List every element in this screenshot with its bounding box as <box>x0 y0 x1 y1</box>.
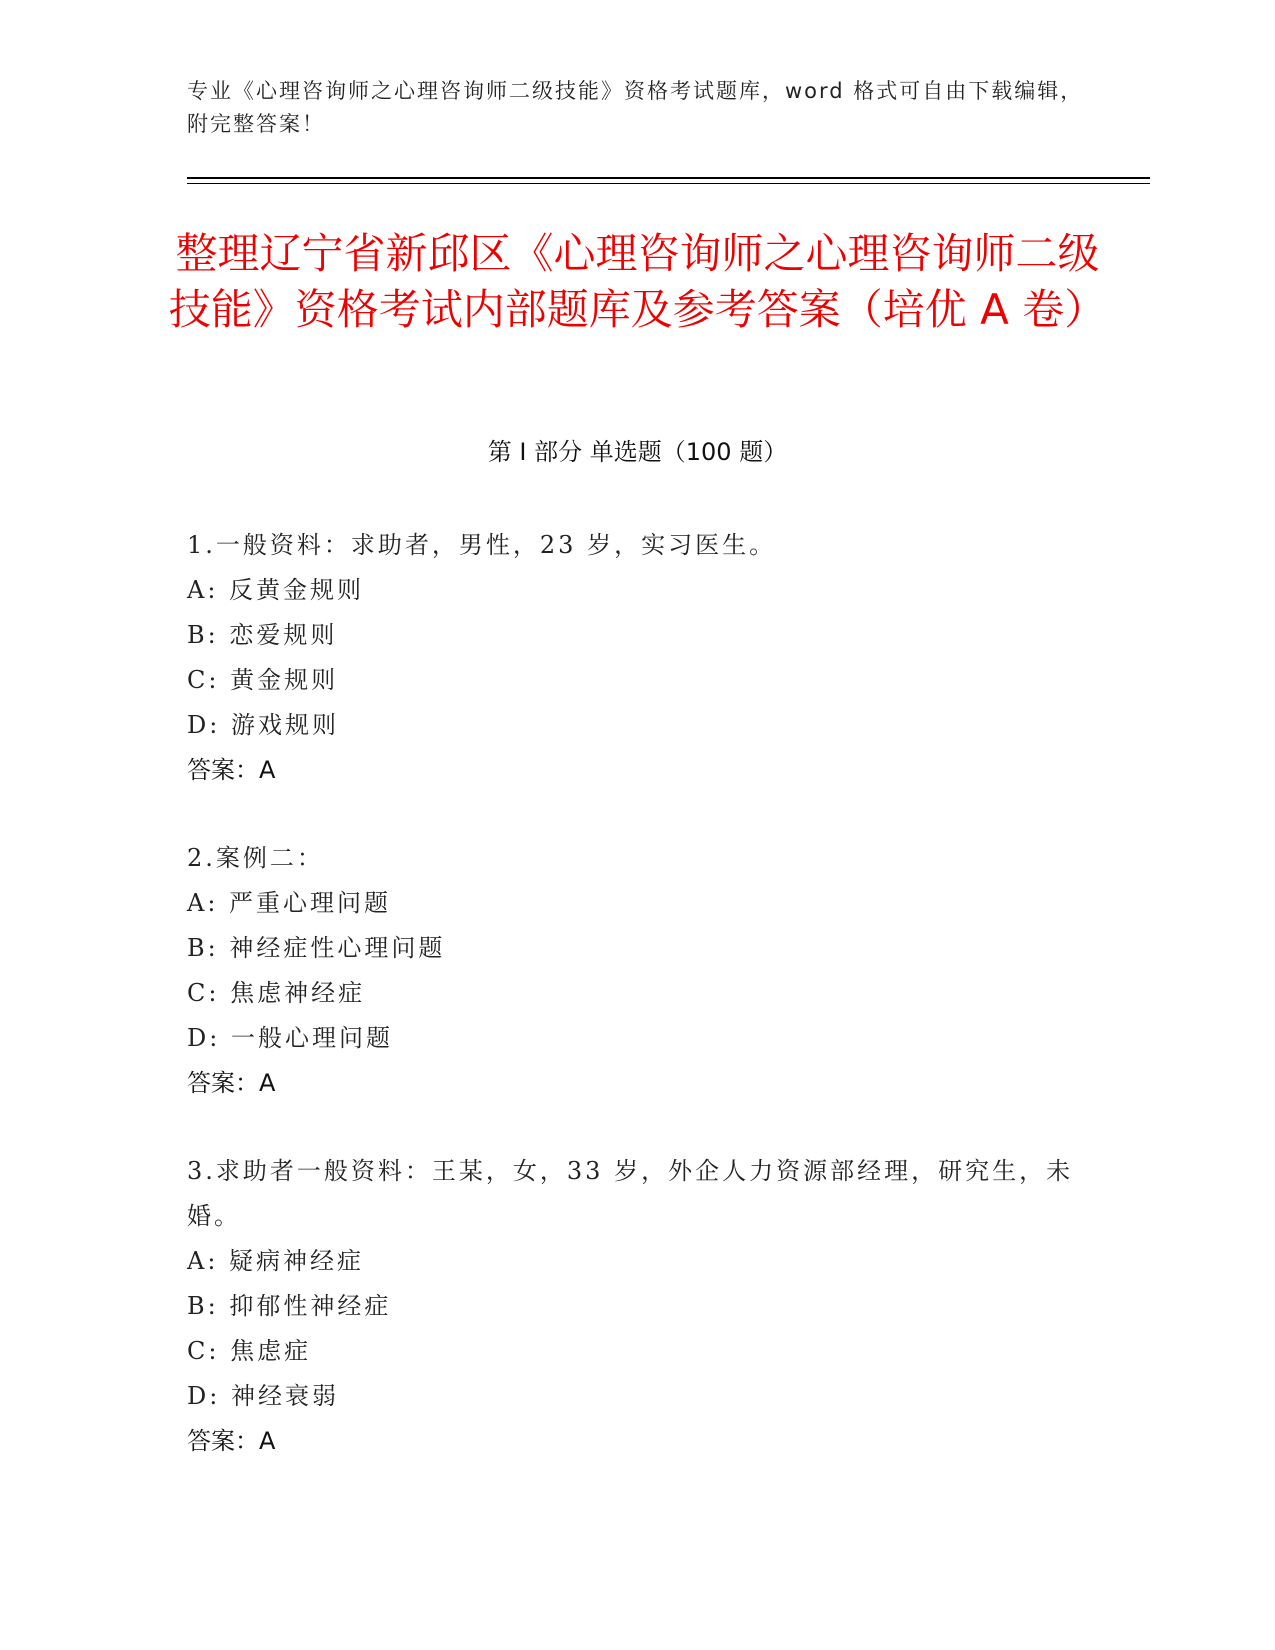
option-c: C: 焦虑症 <box>187 1337 312 1365</box>
document-title: 整理辽宁省新邱区《心理咨询师之心理咨询师二级技能》资格考试内部题库及参考答案（培优 A 卷） <box>168 229 1107 334</box>
header-note: 专业《心理咨询师之心理咨询师二级技能》资格考试题库，word 格式可自由下载编辑，附完整答案！ <box>187 79 1084 136</box>
option-d: D: 一般心理问题 <box>187 1024 393 1052</box>
option-d: D: 神经衰弱 <box>187 1382 339 1410</box>
answer: 答案：A <box>187 756 276 784</box>
option-a: A: 疑病神经症 <box>187 1247 365 1275</box>
question-stem: 1.一般资料：求助者，男性，23 岁，实习医生。 <box>187 531 777 559</box>
option-c: C: 黄金规则 <box>187 666 339 694</box>
question-2 <box>187 836 1087 1106</box>
question-stem: 2.案例二： <box>187 844 324 872</box>
option-a: A: 反黄金规则 <box>187 576 365 604</box>
answer: 答案：A <box>187 1069 276 1097</box>
header-rule-thick <box>187 177 1150 179</box>
option-b: B: 神经症性心理问题 <box>187 934 446 962</box>
option-a: A: 严重心理问题 <box>187 889 392 917</box>
answer: 答案：A <box>187 1427 276 1455</box>
question-list <box>187 523 1087 1507</box>
option-b: B: 恋爱规则 <box>187 621 338 649</box>
option-b: B: 抑郁性神经症 <box>187 1292 392 1320</box>
header-rule-thin <box>187 183 1150 184</box>
question-1 <box>187 523 1087 793</box>
option-c: C: 焦虑神经症 <box>187 979 366 1007</box>
question-stem: 3.求助者一般资料：王某，女，33 岁，外企人力资源部经理，研究生，未婚。 <box>187 1157 1074 1230</box>
section-heading: 第 I 部分 单选题（100 题） <box>487 438 788 466</box>
option-d: D: 游戏规则 <box>187 711 339 739</box>
question-3 <box>187 1149 1087 1464</box>
